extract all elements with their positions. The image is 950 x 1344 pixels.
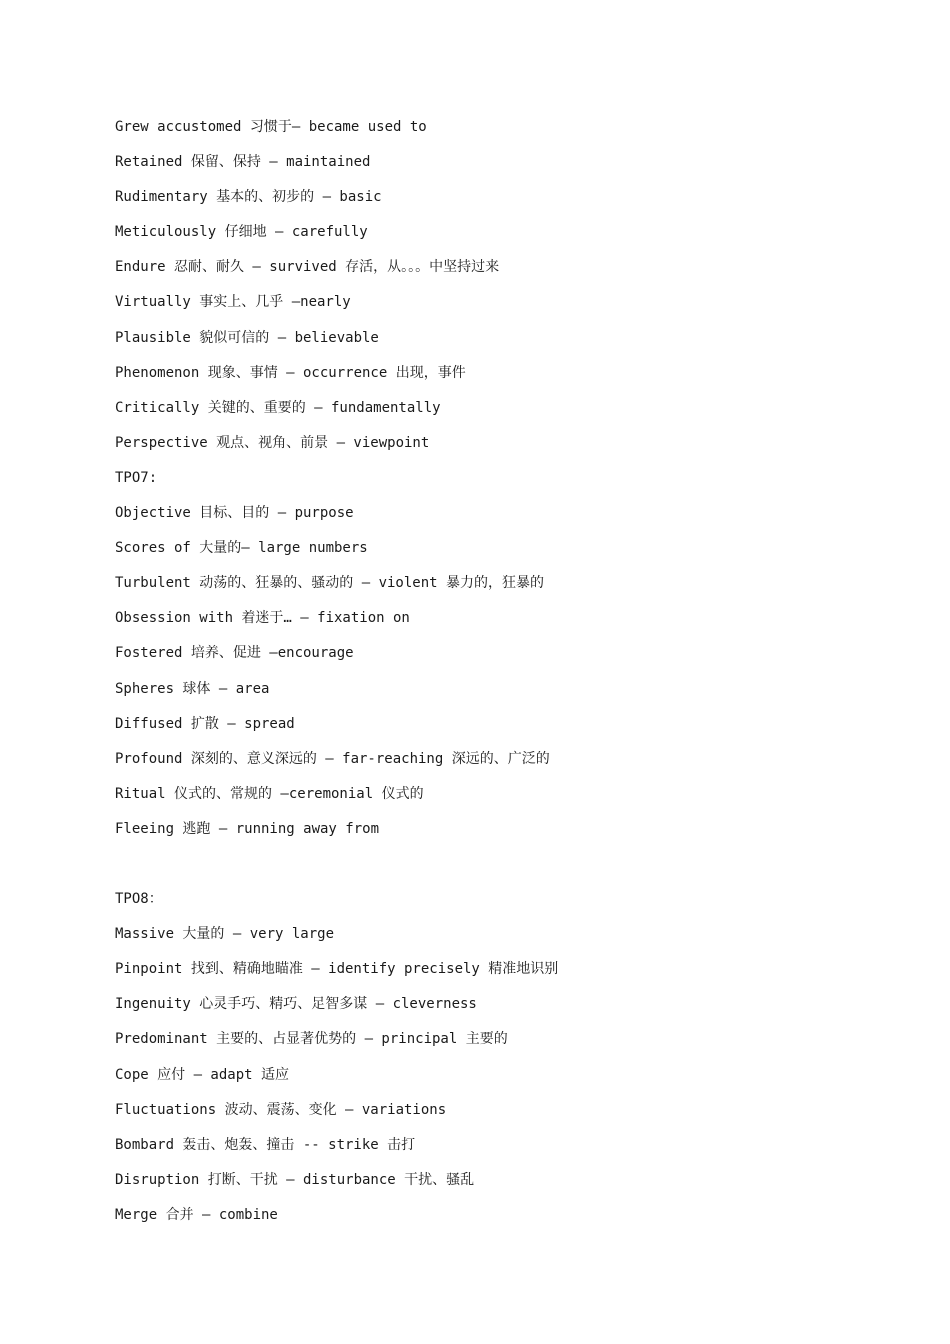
vocab-line: Disruption 打断、干扰 – disturbance 干扰、骚乱 bbox=[115, 1171, 475, 1188]
vocab-line: Objective 目标、目的 – purpose bbox=[115, 505, 354, 522]
vocab-line: Grew accustomed 习惯于– became used to bbox=[115, 119, 427, 135]
blank-line bbox=[115, 852, 895, 887]
vocab-line: Massive 大量的 – very large bbox=[115, 926, 335, 943]
vocab-line: Profound 深刻的、意义深远的 – far-reaching 深远的、广泛的 bbox=[115, 750, 550, 767]
vocab-line: Predominant 主要的、占显著优势的 – principal 主要的 bbox=[115, 1031, 508, 1048]
vocab-line: Retained 保留、保持 – maintained bbox=[115, 154, 371, 171]
vocab-line: Fluctuations 波动、震荡、变化 – variations bbox=[115, 1101, 447, 1118]
vocab-line: Diffused 扩散 – spread bbox=[115, 715, 295, 732]
vocab-line: Critically 关键的、重要的 – fundamentally bbox=[115, 399, 441, 416]
vocab-line: Bombard 轰击、炮轰、撞击 -- strike 击打 bbox=[115, 1136, 416, 1153]
vocab-line: Ritual 仪式的、常规的 –ceremonial 仪式的 bbox=[115, 785, 424, 802]
vocabulary-list bbox=[115, 115, 895, 1238]
section-heading-tpo8: TPO8： bbox=[115, 891, 163, 908]
vocab-line: Fleeing 逃跑 – running away from bbox=[115, 820, 380, 837]
vocab-line: Virtually 事实上、几乎 –nearly bbox=[115, 294, 351, 311]
vocab-line: Phenomenon 现象、事情 – occurrence 出现，事件 bbox=[115, 364, 466, 381]
vocab-line: Spheres 球体 – area bbox=[115, 680, 270, 697]
vocab-line: Scores of 大量的– large numbers bbox=[115, 540, 368, 557]
vocab-line: Meticulously 仔细地 – carefully bbox=[115, 224, 368, 241]
vocab-line: Merge 合并 – combine bbox=[115, 1206, 278, 1223]
vocab-line: Cope 应付 – adapt 适应 bbox=[115, 1066, 290, 1083]
vocab-line: Endure 忍耐、耐久 – survived 存活，从。。。中坚持过来 bbox=[115, 259, 500, 276]
vocab-line: Rudimentary 基本的、初步的 – basic bbox=[115, 189, 382, 206]
vocab-line: Obsession with 着迷于… – fixation on bbox=[115, 610, 410, 627]
vocab-line: Ingenuity 心灵手巧、精巧、足智多谋 – cleverness bbox=[115, 996, 477, 1013]
vocab-line: Perspective 观点、视角、前景 – viewpoint bbox=[115, 434, 430, 451]
section-heading-tpo7: TPO7: bbox=[115, 469, 158, 486]
vocab-line: Plausible 貌似可信的 – believable bbox=[115, 329, 379, 346]
vocab-line: Fostered 培养、促进 –encourage bbox=[115, 645, 354, 662]
vocab-line: Pinpoint 找到、精确地瞄准 – identify precisely 精准地识别 bbox=[115, 961, 559, 978]
vocab-line: Turbulent 动荡的、狂暴的、骚动的 – violent 暴力的，狂暴的 bbox=[115, 575, 545, 592]
